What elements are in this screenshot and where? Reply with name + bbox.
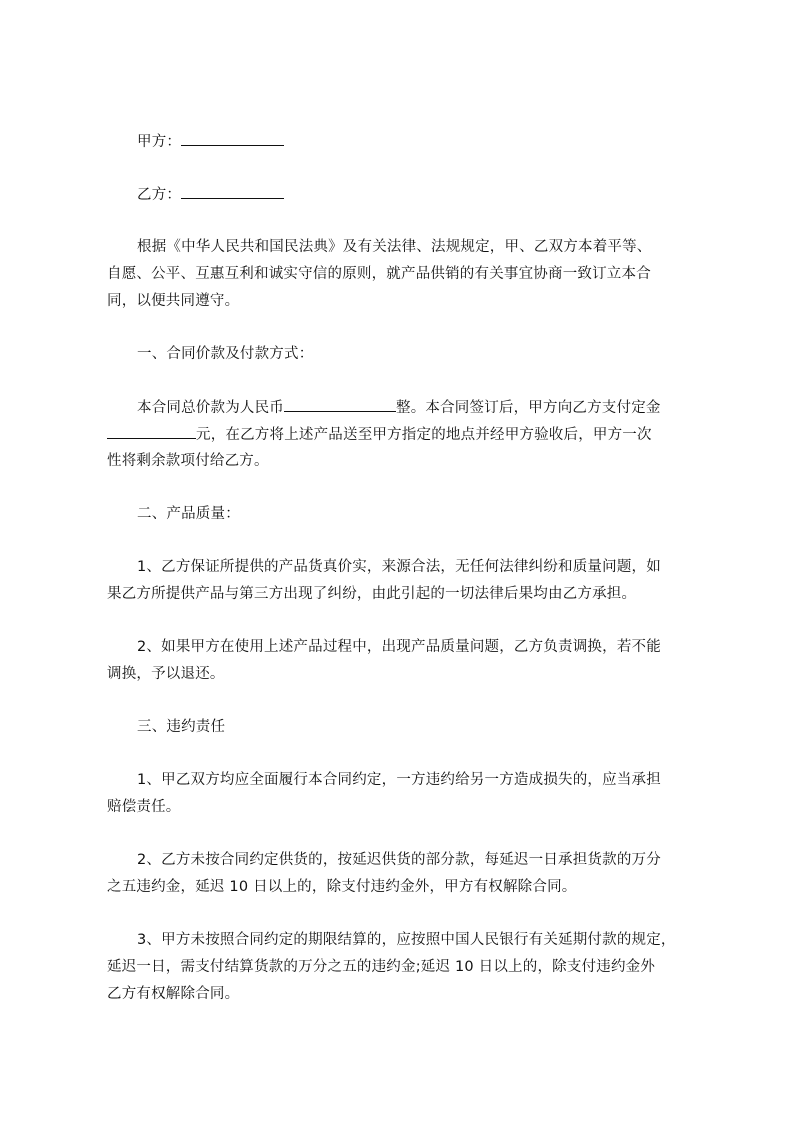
section1-heading: 一、合同价款及付款方式：: [137, 346, 314, 362]
total-price-blank: [284, 397, 396, 412]
section3-item1-line-1: 1、甲乙双方均应全面履行本合同约定，一方违约给另一方造成损失的，应当承担: [137, 772, 661, 788]
party-b-blank: [181, 184, 284, 199]
party-a-blank: [181, 131, 284, 146]
section2-item1-line-1: 1、乙方保证所提供的产品货真价实，来源合法，无任何法律纠纷和质量问题，如: [137, 559, 661, 575]
section1-line-1: [137, 397, 661, 418]
intro-line-1: 根据《中华人民共和国民法典》及有关法律、法规规定，甲、乙双方本着平等、: [137, 239, 652, 255]
section3-item2-line-2: 之五违约金，延迟 10 日以上的，除支付违约金外，甲方有权解除合同。: [107, 879, 577, 895]
intro-line-2: 自愿、公平、互惠互利和诚实守信的原则，就产品供销的有关事宜协商一致订立本合: [107, 266, 651, 282]
section1-line-2: [107, 424, 652, 445]
section3-item3-line-3: 乙方有权解除合同。: [107, 986, 240, 1002]
deposit-rest-text: 元，在乙方将上述产品送至甲方指定的地点并经甲方验收后，甲方一次: [196, 427, 652, 443]
party-b-label: 乙方：: [137, 187, 182, 203]
section2-heading: 二、产品质量：: [137, 506, 240, 522]
deposit-text: 整。本合同签订后，甲方向乙方支付定金: [396, 400, 661, 416]
section2-item2-line-1: 2、如果甲方在使用上述产品过程中，出现产品质量问题，乙方负责调换，若不能: [137, 639, 661, 655]
section2-item1-line-2: 果乙方所提供产品与第三方出现了纠纷，由此引起的一切法律后果均由乙方承担。: [107, 586, 637, 602]
section3-item3-line-2: 延迟一日，需支付结算货款的万分之五的违约金;延迟 10 日以上的，除支付违约金外: [107, 959, 656, 975]
section1-line-3: 性将剩余款项付给乙方。: [107, 453, 269, 469]
section3-item3-line-1: 3、甲方未按照合同约定的期限结算的，应按照中国人民银行有关延期付款的规定，: [137, 932, 676, 948]
party-a-label: 甲方：: [137, 134, 182, 150]
total-price-label: 本合同总价款为人民币: [137, 400, 284, 416]
deposit-blank: [107, 424, 196, 439]
section3-heading: 三、违约责任: [137, 719, 226, 735]
party-b-line: [137, 184, 284, 205]
section3-item1-line-2: 赔偿责任。: [107, 799, 181, 815]
section3-item2-line-1: 2、乙方未按合同约定供货的，按延迟供货的部分款，每延迟一日承担货款的万分: [137, 852, 661, 868]
party-a-line: [137, 131, 284, 152]
intro-line-3: 同，以便共同遵守。: [107, 293, 240, 309]
section2-item2-line-2: 调换，予以退还。: [107, 666, 225, 682]
